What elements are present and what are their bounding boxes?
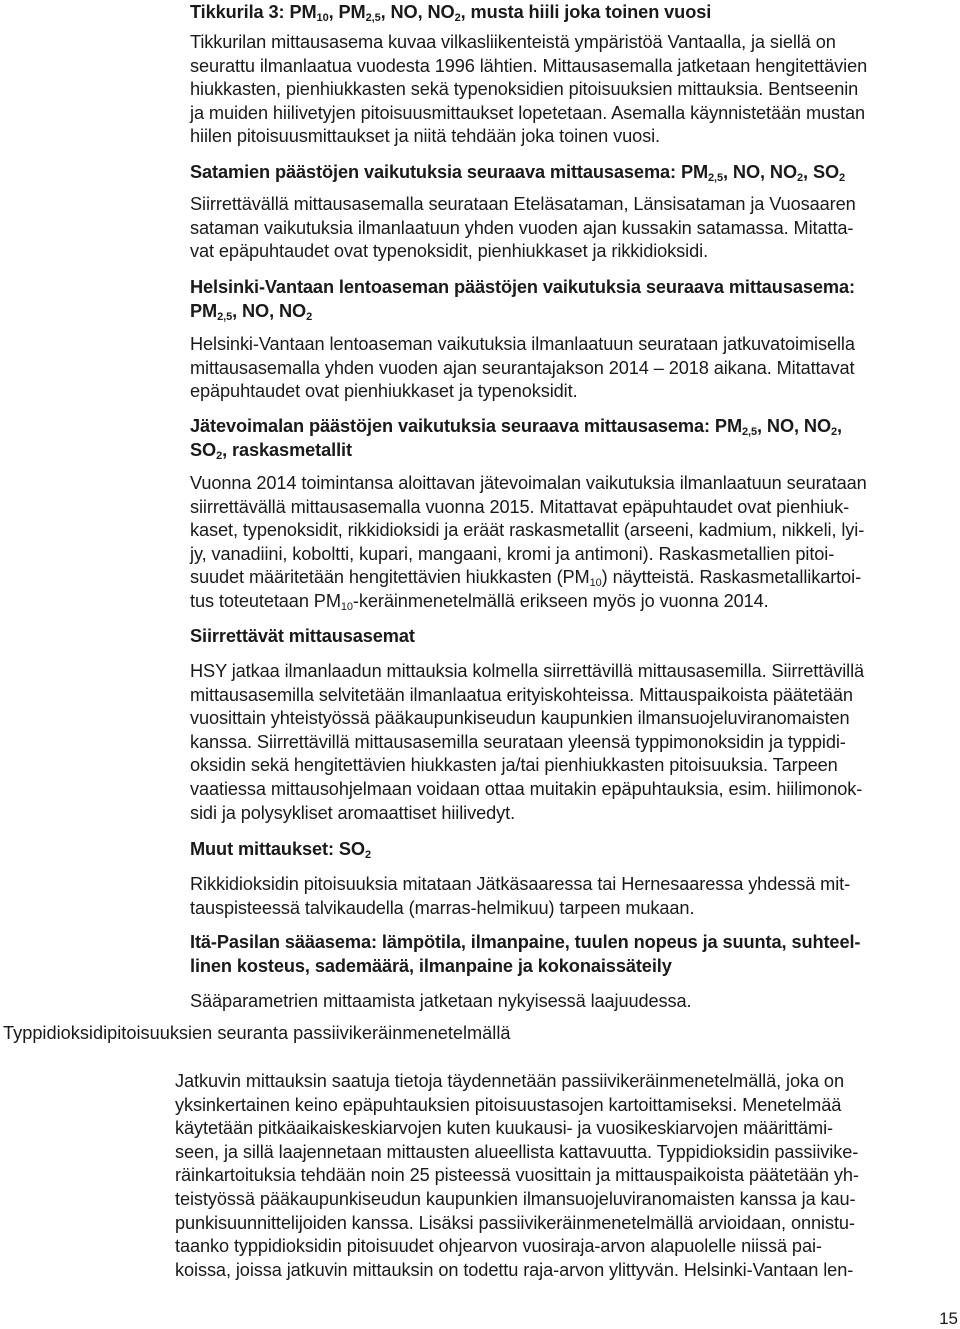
section-paragraph <box>190 660 958 825</box>
paragraph-line: kanssa. Siirrettävillä mittausasemilla seurataan yleensä typpimonoksidin ja typpidi- <box>190 731 846 752</box>
heading-line: Muut mittaukset: $SO_2$ <box>190 839 371 861</box>
section-tikkurila <box>190 0 958 149</box>
section-heading <box>190 275 958 323</box>
paragraph-line: suudet määritetään hengitettävien hiukkasten $(PM_{10})$ näytteistä. Raskasmetallikartoi- <box>190 567 862 590</box>
paragraph-line: seurattu ilmanlaatua vuodesta 1996 lähtien. Mittausasemalla jatketaan hengitettävien <box>190 55 868 76</box>
paragraph-line: siirrettävällä mittausasemalla vuonna 2015. Mitattavat epäpuhtaudet ovat pienhiuk- <box>190 496 850 517</box>
page-number: 15 <box>939 1309 958 1328</box>
paragraph-line: vaatiessa mittausohjelmaan voidaan ottaa muitakin epäpuhtauksia, esim. hiilimonok- <box>190 778 863 799</box>
section-heading <box>190 0 958 24</box>
paragraph-line: Siirrettävällä mittausasemalla seurataan Eteläsataman, Länsisataman ja Vuosaaren <box>190 194 856 214</box>
section-paragraph <box>190 31 958 149</box>
paragraph-line: Helsinki-Vantaan lentoaseman vaikutuksia ilmanlaatuun seurataan jatkuvatoimisella <box>190 334 855 354</box>
paragraph-line: jy, vanadiini, koboltti, kupari, mangaani, kromi ja antimoni). Raskasmetallien pitoi- <box>190 543 835 564</box>
section-lentoasema <box>190 275 958 404</box>
paragraph-line: Tikkurilan mittausasema kuvaa vilkasliikenteistä ympäristöä Vantaalla, ja siellä on <box>190 32 836 52</box>
passive-sampler-heading: Typpidioksidipitoisuuksien seuranta passiivikeräinmenetelmällä <box>3 1023 511 1043</box>
heading-line: $PM_{2,5}$, NO, $NO_2$ <box>190 301 313 323</box>
paragraph-line: tauspisteessä talvikaudella (marras-helmikuu) tarpeen mukaan. <box>190 897 695 918</box>
paragraph-line: taanko typpidioksidin pitoisuudet ohjearvon vuosiraja-arvon alapuolelle niissä pai- <box>175 1236 822 1257</box>
paragraph-line: kaset, typenoksidit, rikkidioksidi ja eräät raskasmetallit (arseeni, kadmium, nikkeli, lyi- <box>190 520 865 541</box>
heading-line: linen kosteus, sademäärä, ilmanpaine ja kokonaissäteily <box>190 956 672 976</box>
paragraph-line: teistyössä pääkaupunkiseudun kaupunkien ilmansuojeluviranomaisten kanssa ja kau- <box>175 1188 856 1209</box>
section-heading <box>190 624 958 648</box>
paragraph-line: tus toteutetaan $PM_{10}$-keräinmenetelmällä erikseen myös jo vuonna 2014. <box>190 590 769 613</box>
paragraph-line: seen, ja sillä laajennetaan mittausten alueellista kattavuutta. Typpidioksidin passiivike- <box>175 1141 859 1162</box>
paragraph-line: koissa, joissa jatkuvin mittauksin on todettu raja-arvon ylittyvän. Helsinki-Vantaan len- <box>175 1259 854 1280</box>
section-jatevoimala <box>190 414 958 614</box>
paragraph-line: Vuonna 2014 toimintansa aloittavan jätevoimalan vaikutuksia ilmanlaatuun seurataan <box>190 473 867 493</box>
paragraph-line: Sääparametrien mittaamista jatketaan nykyisessä laajuudessa. <box>190 991 692 1011</box>
paragraph-line: yksinkertainen keino epäpuhtauksien pitoisuustasojen kartoittamiseksi. Menetelmää <box>175 1094 842 1115</box>
heading-line: Helsinki-Vantaan lentoaseman päästöjen vaikutuksia seuraava mittausasema: <box>190 277 855 297</box>
heading-line: Jätevoimalan päästöjen vaikutuksia seuraava mittausasema: $PM_{2,5}$, NO, $NO_2$, <box>190 416 842 438</box>
paragraph-line: mittausasemalla yhden vuoden ajan seurantajakson 2014 – 2018 aikana. Mitattavat <box>190 357 855 378</box>
paragraph-line: mittausasemilla selvitetään ilmanlaatua erityiskohteissa. Mittauspaikoista päätetään <box>190 684 853 705</box>
paragraph-line: ja muiden hiilivetyjen pitoisuusmittaukset lopetetaan. Asemalla käynnistetään mustan <box>190 102 866 123</box>
section-paragraph <box>190 333 958 404</box>
paragraph-line: räinkartoituksia tehdään noin 25 pisteessä vuosittain ja mittauspaikoista päätetään yh- <box>175 1165 859 1186</box>
paragraph-line: HSY jatkaa ilmanlaadun mittauksia kolmella siirrettävillä mittausasemilla. Siirrettävillä <box>190 661 865 681</box>
paragraph-line: sidi ja polysykliset aromaattiset hiilivedyt. <box>190 802 516 823</box>
paragraph-line: epäpuhtaudet ovat pienhiukkaset ja typenoksidit. <box>190 381 578 402</box>
paragraph-line: hiukkasten, pienhiukkasten sekä typenoksidien pitoisuuksien mittauksia. Bentseenin <box>190 79 859 100</box>
paragraph-line: vuosittain yhteistyössä pääkaupunkiseudun kaupunkien ilmansuojeluviranomaisten <box>190 708 850 729</box>
heading-line: Satamien päästöjen vaikutuksia seuraava mittausasema: $PM_{2,5}$, NO, $NO_2$, $SO_2$ <box>190 162 846 184</box>
heading-line: Siirrettävät mittausasemat <box>190 626 415 646</box>
section-saaasema <box>190 930 958 1014</box>
heading-line: Itä-Pasilan sääasema: lämpötila, ilmanpaine, tuulen nopeus ja suunta, suhteel- <box>190 932 861 952</box>
heading-line: Tikkurila 3: $PM_{10}$, $PM_{2,5}$, NO, $NO_2$, musta hiili joka toinen vuosi <box>190 2 712 24</box>
section-paragraph <box>190 472 958 614</box>
paragraph-line: vat epäpuhtaudet ovat typenoksidit, pienhiukkaset ja rikkidioksidi. <box>190 241 709 262</box>
passive-sampler-paragraph <box>175 1070 955 1282</box>
section-siirrettavat <box>190 624 958 825</box>
section-heading <box>190 414 958 462</box>
section-satamat <box>190 160 958 264</box>
paragraph-line: käytetään pitkäaikaiskeskiarvojen kuten kuukausi- ja vuosikeskiarvojen määrittämi- <box>175 1118 833 1139</box>
section-paragraph <box>190 873 958 920</box>
section-heading <box>190 930 958 978</box>
section-heading <box>190 160 958 184</box>
section-paragraph <box>190 193 958 264</box>
section-heading <box>190 837 958 861</box>
heading-line: $SO_2$, raskasmetallit <box>190 440 352 462</box>
paragraph-line: sataman vaikutuksia ilmanlaatuun yhden vuoden ajan kussakin satamassa. Mitatta- <box>190 217 854 238</box>
section-paragraph <box>190 990 958 1014</box>
paragraph-line: hiilen pitoisuusmittaukset ja niitä tehdään joka toinen vuosi. <box>190 126 660 147</box>
paragraph-line: Rikkidioksidin pitoisuuksia mitataan Jätkäsaaressa tai Hernesaaressa yhdessä mit- <box>190 874 851 894</box>
paragraph-line: Jatkuvin mittauksin saatuja tietoja täydennetään passiivikeräinmenetelmällä, joka on <box>175 1071 844 1091</box>
paragraph-line: punkisuunnittelijoiden kanssa. Lisäksi passiivikeräinmenetelmällä arvioidaan, onnistu- <box>175 1212 855 1233</box>
section-muut-mittaukset <box>190 837 958 920</box>
paragraph-line: oksidin sekä hengitettävien hiukkasten ja/tai pienhiukkasten pitoisuuksia. Tarpeen <box>190 755 838 776</box>
